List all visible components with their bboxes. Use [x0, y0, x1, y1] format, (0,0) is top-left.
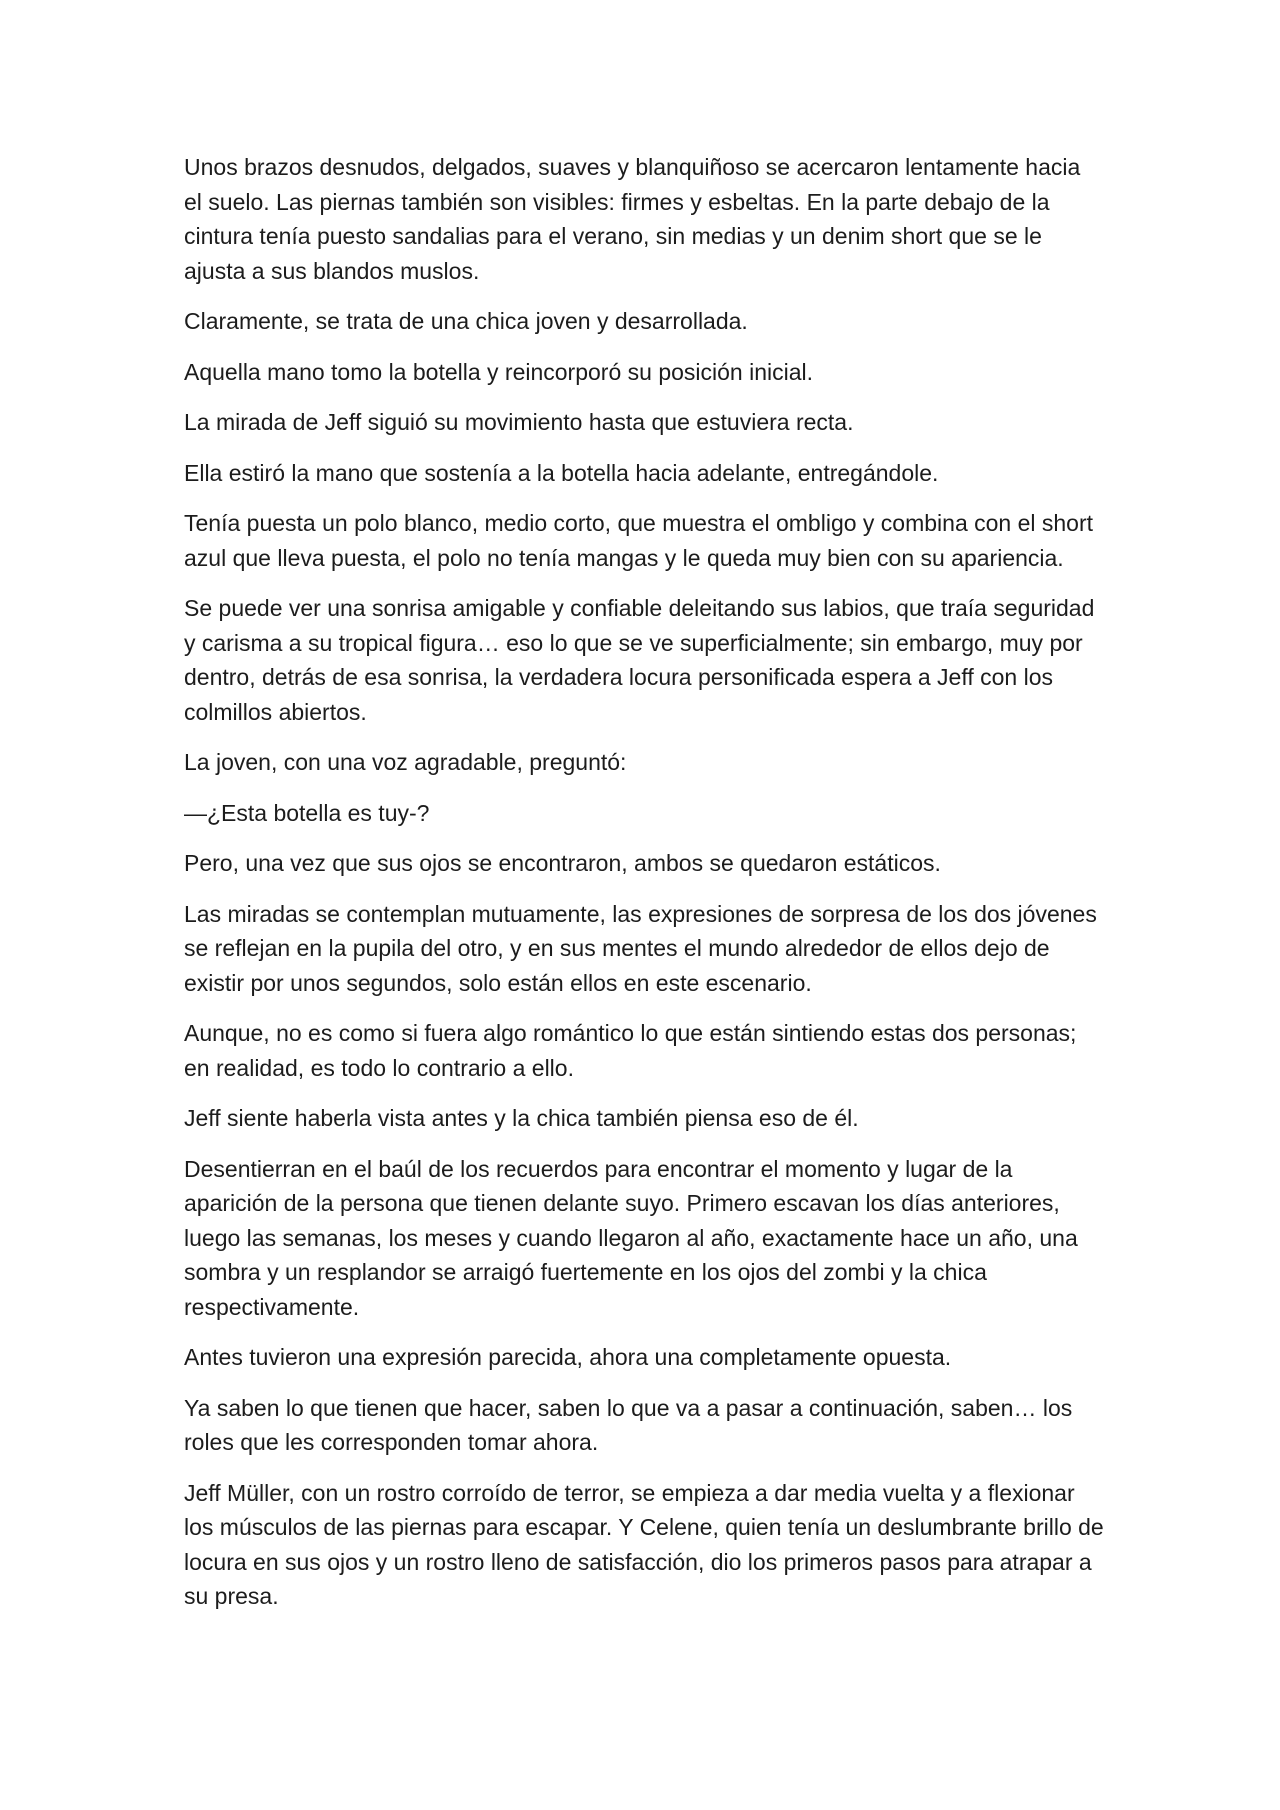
paragraph: La joven, con una voz agradable, preguntó: — [184, 749, 627, 775]
paragraph: Unos brazos desnudos, delgados, suaves y blanquiñoso se acercaron lentamente hacia el suelo. Las piernas también son visibles: firmes y esbeltas. En la parte debajo de la cintura tenía puesto sandalias para el verano, sin medias y un denim short que se le ajusta a sus blandos muslos. — [184, 154, 1081, 284]
paragraph: Jeff siente haberla vista antes y la chica también piensa eso de él. — [184, 1105, 859, 1131]
paragraph: Aunque, no es como si fuera algo romántico lo que están sintiendo estas dos personas; en realidad, es todo lo contrario a ello. — [184, 1020, 1077, 1081]
paragraph: Ella estiró la mano que sostenía a la botella hacia adelante, entregándole. — [184, 459, 939, 486]
body-text — [184, 150, 1104, 1630]
paragraph: Claramente, se trata de una chica joven y desarrollada. — [184, 308, 748, 334]
paragraph: Las miradas se contemplan mutuamente, las expresiones de sorpresa de los dos jóvenes se reflejan en la pupila del otro, y en sus mentes el mundo alrededor de ellos dejo de existir por unos segundos, solo están ellos en este escenario. — [184, 900, 1097, 996]
paragraph: Pero, una vez que sus ojos se encontraron, ambos se quedaron estáticos. — [184, 850, 941, 876]
paragraph: Se puede ver una sonrisa amigable y confiable deleitando sus labios, que traía seguridad y carisma a su tropical figura… eso lo que se ve superficialmente; sin embargo, muy por dentro, detrás de esa sonrisa, la verdadera locura personificada espera a Jeff con los colmillos abiertos. — [184, 595, 1095, 725]
paragraph: Ya saben lo que tienen que hacer, saben lo que va a pasar a continuación, saben… los roles que les corresponden tomar ahora. — [184, 1394, 1073, 1455]
dialogue-line: —¿Esta botella es tuy-? — [184, 799, 430, 826]
paragraph: Jeff Müller, con un rostro corroído de terror, se empieza a dar media vuelta y a flexionar los músculos de las piernas para escapar. Y Celene, quien tenía un deslumbrante brillo de locura en sus ojos y un rostro lleno de satisfacción, dio los primeros pasos para atrapar a su presa. — [184, 1479, 1104, 1609]
paragraph: Aquella mano tomo la botella y reincorporó su posición inicial. — [184, 358, 814, 385]
paragraph: Antes tuvieron una expresión parecida, ahora una completamente opuesta. — [184, 1344, 952, 1370]
paragraph: Desentierran en el baúl de los recuerdos para encontrar el momento y lugar de la aparición de la persona que tienen delante suyo. Primero escavan los días anteriores, luego las semanas, los meses y cuando llegaron al año, exactamente hace un año, una sombra y un resplandor se arraigó fuertemente en los ojos del zombi y la chica respectivamente. — [184, 1155, 1078, 1320]
paragraph: La mirada de Jeff siguió su movimiento hasta que estuviera recta. — [184, 409, 854, 435]
paragraph: Tenía puesta un polo blanco, medio corto, que muestra el ombligo y combina con el short azul que lleva puesta, el polo no tenía mangas y le queda muy bien con su apariencia. — [184, 510, 1094, 571]
